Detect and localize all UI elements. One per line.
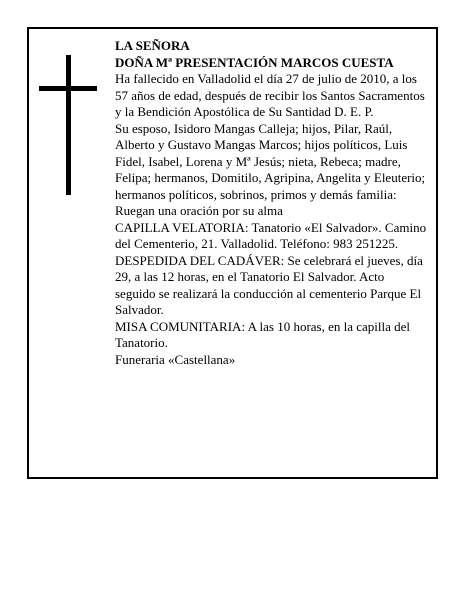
family-list: Su esposo, Isidoro Mangas Calleja; hijos, Pilar, Raúl, Alberto y Gustavo Mangas Marcos; hijos políticos, Luis Fidel, Isabel, Lorena y Mª Jesús; nieta, Rebeca; madre, Felipa; hermanos, Domitilo, Agripina, Angelita y Eleuterio; hermanos políticos, sobrinos, primos y demás familia: bbox=[115, 120, 426, 202]
wake-chapel-info: CAPILLA VELATORIA: Tanatorio «El Salvador». Camino del Cementerio, 21. Valladolid. Teléfono: 983 251225. bbox=[115, 219, 427, 251]
cross-icon bbox=[66, 55, 71, 195]
deceased-name: DOÑA Mª PRESENTACIÓN MARCOS CUESTA bbox=[115, 54, 394, 70]
prayer-request: Ruegan una oración por su alma bbox=[115, 203, 283, 218]
funeral-home: Funeraria «Castellana» bbox=[115, 351, 236, 367]
notice-title: LA SEÑORA bbox=[115, 38, 190, 53]
death-announcement: Ha fallecido en Valladolid el día 27 de julio de 2010, a los 57 años de edad, después de recibir los Santos Sacramentos y la Bendición Apostólica de Su Santidad D. E. P. bbox=[115, 71, 425, 119]
funeral-procession-info: DESPEDIDA DEL CADÁVER: Se celebrará el jueves, día 29, a las 12 horas, en el Tanatorio El Salvador. Acto seguido se realizará la conducción al cementerio Parque El Salvador. bbox=[115, 252, 423, 317]
cross-icon-bar bbox=[39, 86, 97, 91]
mass-info: MISA COMUNITARIA: A las 10 horas, en la capilla del Tanatorio. bbox=[115, 318, 411, 350]
obituary-text bbox=[115, 38, 427, 368]
